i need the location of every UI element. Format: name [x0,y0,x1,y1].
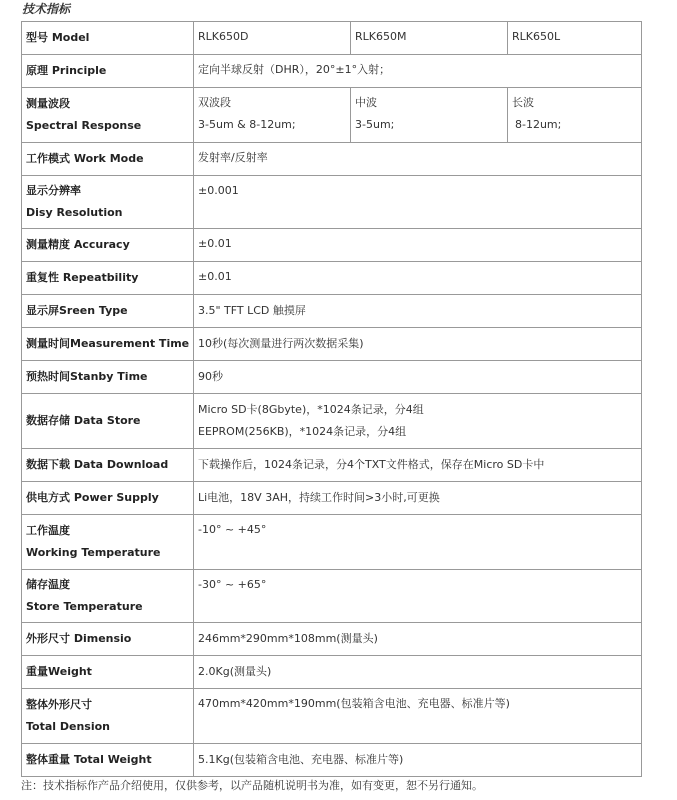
table-row [22,449,642,482]
row-label: 供电方式 Power Supply [22,482,194,515]
row-label: 显示屏Sreen Type [22,295,194,328]
row-label: 数据下载 Data Download [22,449,194,482]
spec-table [21,21,642,777]
row-value: ±0.01 [194,229,642,262]
table-row [22,394,642,449]
row-value: 3.5" TFT LCD 触摸屏 [194,295,642,328]
table-row [22,176,642,229]
row-value: 5.1Kg(包装箱含电池、充电器、标准片等) [194,744,642,777]
row-label: 原理 Principle [22,55,194,88]
row-label: 测量精度 Accuracy [22,229,194,262]
row-label: 测量波段 Spectral Response [22,88,194,143]
row-value: 470mm*420mm*190mm(包装箱含电池、充电器、标准片等) [194,689,642,744]
table-row [22,262,642,295]
spectral-l: 长波 8-12um; [508,88,642,143]
row-label: 整体外形尺寸 Total Dension [22,689,194,744]
row-value: 90秒 [194,361,642,394]
spectral-d: 双波段 3-5um & 8-12um; [194,88,351,143]
model-l: RLK650L [508,22,642,55]
table-row [22,88,642,143]
row-value: -30° ~ +65° [194,570,642,623]
table-row [22,229,642,262]
table-row [22,744,642,777]
row-label: 预热时间Stanby Time [22,361,194,394]
table-row [22,482,642,515]
row-value: 下载操作后，1024条记录，分4个TXT文件格式，保存在Micro SD卡中 [194,449,642,482]
row-value: 246mm*290mm*108mm(测量头) [194,623,642,656]
row-label: 显示分辨率 Disy Resolution [22,176,194,229]
row-value: -10° ~ +45° [194,515,642,570]
table-row [22,55,642,88]
table-row [22,143,642,176]
table-row [22,656,642,689]
table-row [22,328,642,361]
row-label: 测量时间Measurement Time [22,328,194,361]
table-row [22,570,642,623]
model-d: RLK650D [194,22,351,55]
page-title: 技术指标 [22,2,71,16]
row-value: 定向半球反射（DHR），20°±1°入射； [194,55,642,88]
row-label: 工作温度 Working Temperature [22,515,194,570]
table-row [22,689,642,744]
row-label: 储存温度 Store Temperature [22,570,194,623]
row-value: ±0.001 [194,176,642,229]
table-row [22,22,642,55]
row-value: 发射率/反射率 [194,143,642,176]
row-label: 重量Weight [22,656,194,689]
spectral-m: 中波 3-5um; [351,88,508,143]
row-value: ±0.01 [194,262,642,295]
row-label: 数据存储 Data Store [22,394,194,449]
row-label: 整体重量 Total Weight [22,744,194,777]
footnote: 注：技术指标作产品介绍使用，仅供参考，以产品随机说明书为准，如有变更，恕不另行通知。 [21,779,483,792]
row-label: 型号 Model [22,22,194,55]
table-row [22,361,642,394]
row-label: 工作模式 Work Mode [22,143,194,176]
row-value: Li电池，18V 3AH，持续工作时间>3小时,可更换 [194,482,642,515]
table-row [22,623,642,656]
table-row [22,515,642,570]
model-m: RLK650M [351,22,508,55]
row-value: 2.0Kg(测量头) [194,656,642,689]
row-value: 10秒(每次测量进行两次数据采集) [194,328,642,361]
row-label: 重复性 Repeatbility [22,262,194,295]
row-value: Micro SD卡(8Gbyte)，*1024条记录，分4组 EEPROM(256KB)，*1024条记录，分4组 [194,394,642,449]
row-label: 外形尺寸 Dimensio [22,623,194,656]
table-row [22,295,642,328]
